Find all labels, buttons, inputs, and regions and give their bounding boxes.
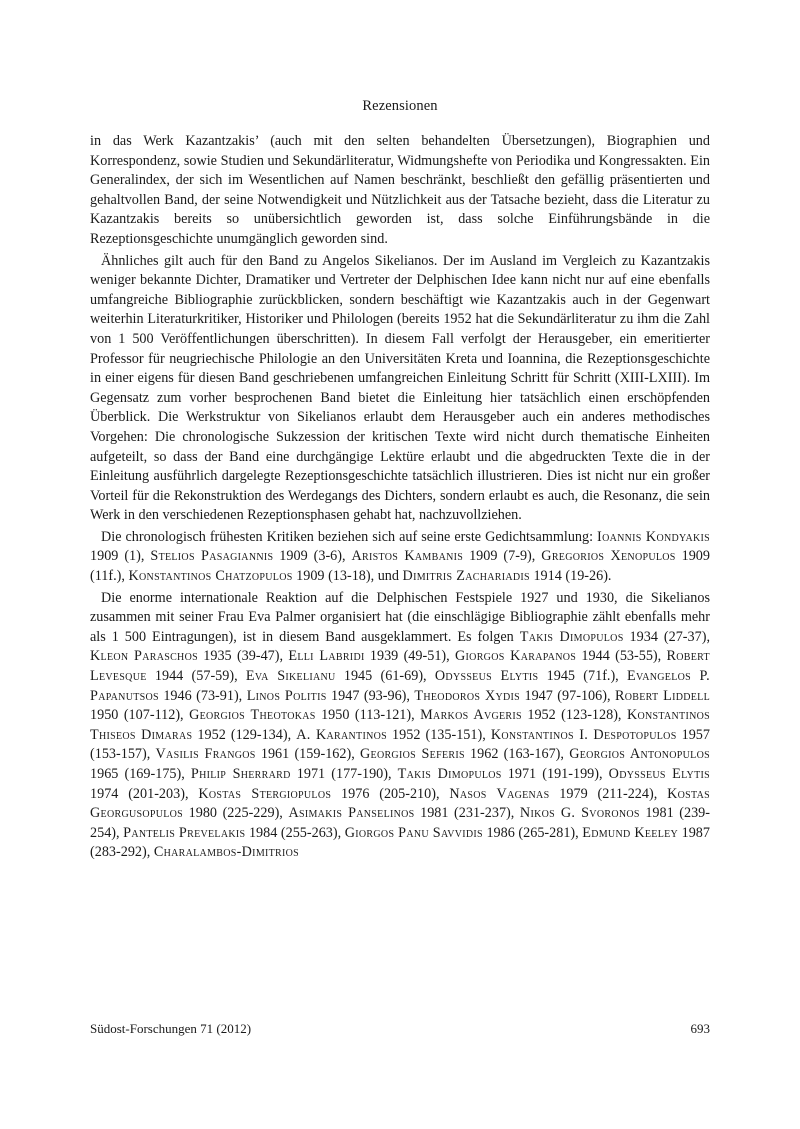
- critic-name: Markos Avgeris: [420, 707, 522, 724]
- critic-reference: 1986 (265-281),: [482, 824, 583, 841]
- paragraph-4: [90, 589, 710, 863]
- paragraph-1: in das Werk Kazantzakis’ (auch mit den selten behandelten Übersetzungen), Biographien und Korrespondenz, sowie Studien und Sekundärliteratur, Widmungshefte von Periodika und Kongressakten. Ein Generalindex, der sich im Wesentlichen auf Namen beschränkt, beschließt den gefällig präsentierten und gehaltvollen Band, der seine Notwendigkeit und Nützlichkeit aus der Tatsache bezieht, dass die Literatur zu Kazantzakis bereits so unübersichtlich geworden ist, dass solche Einführungsbände in die Rezeptionsgeschichte unumgänglich geworden sind.: [90, 133, 710, 247]
- critic-name: Robert Liddell: [614, 687, 711, 704]
- critic-name: Kostas Stergiopulos: [198, 785, 332, 802]
- critic-name: Dimitris Zachariadis: [402, 568, 530, 585]
- critic-name: Elli Labridi: [288, 648, 365, 665]
- critic-reference: 1962 (163-167),: [464, 746, 570, 763]
- critic-name: Takis Dimopulos: [519, 628, 624, 645]
- critic-reference: 1974 (201-203),: [90, 785, 199, 802]
- critic-name: Robert Levesque: [90, 648, 710, 685]
- critic-name: Takis Dimopulos: [397, 766, 502, 782]
- critic-name: Ioannis Kondyakis: [597, 528, 710, 545]
- critic-reference: 1909 (13-18), und: [292, 568, 403, 585]
- critic-name: Gregorios Xenopulos: [541, 548, 676, 565]
- critic-reference: 1934 (27-37),: [623, 628, 710, 645]
- critic-name: Georgios Antonopulos: [569, 746, 710, 763]
- critic-name: Georgios Theotokas: [189, 707, 316, 724]
- critic-name: Asimakis Panselinos: [288, 805, 415, 822]
- critic-name: Konstantinos I. Despotopulos: [490, 726, 677, 743]
- critic-reference: 1950 (107-112),: [90, 707, 190, 724]
- critic-name: Philip Sherrard: [190, 766, 291, 782]
- paragraph-4-intro: Die enorme internationale Reaktion auf die Delphischen Festspiele 1927 und 1930, die Sikelianos zusammen mit seiner Frau Eva Palmer organisiert hat (die einschlägige Bibliographie zählt ebenfalls mehr als 1 500 Eintragungen), ist in diesem Band ausgeklammert. Es folgen: [90, 589, 710, 645]
- critic-name: Theodoros Xydis: [414, 687, 521, 704]
- critic-reference: 1946 (73-91),: [158, 687, 247, 704]
- critic-reference: 1984 (255-263),: [245, 824, 345, 841]
- critic-name: Nasos Vagenas: [449, 785, 550, 802]
- critic-reference: 1909 (7-9),: [463, 548, 542, 565]
- critic-reference: 1909 (1),: [90, 548, 151, 565]
- critic-name: Nikos G. Svoronos: [519, 805, 640, 822]
- article-body: [90, 132, 710, 863]
- critic-name: Charalambos-Dimitrios: [153, 844, 300, 861]
- critic-name: Linos Politis: [246, 687, 327, 704]
- critic-reference: 1980 (225-229),: [183, 805, 289, 822]
- critic-name: Evangelos P. Papanutsos: [90, 668, 711, 704]
- critic-name: A. Karantinos: [296, 726, 387, 743]
- critic-reference: 1981 (239-254),: [90, 805, 710, 841]
- critic-reference: 1965 (169-175),: [90, 766, 191, 782]
- critic-name: Konstantinos Thiseos Dimaras: [90, 707, 710, 743]
- critic-reference: 1945 (71f.),: [538, 668, 628, 685]
- critic-reference: 1981 (231-237),: [414, 805, 520, 822]
- critic-reference: 1944 (57-59),: [146, 668, 246, 685]
- critic-name: Edmund Keeley: [582, 824, 679, 841]
- critic-reference: 1945 (61-69),: [335, 668, 435, 685]
- critic-name: Giorgos Panu Savvidis: [344, 824, 483, 841]
- critic-reference: 1947 (93-96),: [326, 687, 415, 704]
- critic-reference: 1952 (129-134),: [192, 726, 297, 743]
- page-footer: [90, 1021, 710, 1037]
- journal-citation: Südost-Forschungen 71 (2012): [90, 1021, 252, 1036]
- critic-reference: 1952 (123-128),: [521, 707, 627, 724]
- critic-reference: 1947 (97-106),: [520, 687, 615, 704]
- critic-reference: 1914 (19-26).: [529, 568, 612, 585]
- critic-list-later: [90, 629, 710, 861]
- critic-name: Odysseus Elytis: [434, 668, 539, 685]
- critic-name: Kostas Georgusopulos: [90, 785, 710, 822]
- critic-reference: 1952 (135-151),: [386, 726, 491, 743]
- critic-name: Aristos Kambanis: [351, 548, 464, 565]
- critic-name: Odysseus Elytis: [608, 766, 710, 782]
- critic-name: Kleon Paraschos: [90, 648, 198, 665]
- critic-reference: 1909 (3-6),: [273, 548, 352, 565]
- critic-name: Stelios Pasagiannis: [150, 548, 274, 565]
- critic-name: Vasilis Frangos: [155, 746, 256, 763]
- critic-reference: 1935 (39-47),: [197, 648, 289, 665]
- critic-name: Konstantinos Chatzopulos: [128, 568, 293, 585]
- critic-name: Eva Sikelianu: [245, 668, 336, 685]
- critic-name: Pantelis Prevelakis: [123, 824, 246, 841]
- critic-reference: 1976 (205-210),: [331, 785, 450, 802]
- running-title: Rezensionen: [362, 98, 438, 114]
- critic-reference: 1987 (283-292),: [90, 824, 710, 861]
- critic-reference: 1944 (53-55),: [576, 648, 667, 665]
- critic-name: Giorgos Karapanos: [455, 648, 577, 665]
- critic-reference: 1950 (113-121),: [315, 707, 421, 724]
- critic-reference: 1909 (11f.),: [90, 548, 710, 585]
- critic-reference: 1971 (191-199),: [501, 766, 609, 782]
- critic-reference: 1971 (177-190),: [290, 766, 398, 782]
- paragraph-3-intro: Die chronologisch frühesten Kritiken beziehen sich auf seine erste Gedichtsammlung:: [101, 528, 598, 545]
- paragraph-3: [90, 528, 710, 587]
- critic-reference: 1961 (159-162),: [255, 746, 360, 763]
- critic-name: Georgios Seferis: [359, 746, 465, 763]
- critic-reference: 1939 (49-51),: [364, 648, 455, 665]
- critic-reference: 1979 (211-224),: [549, 785, 668, 802]
- page-number: 693: [690, 1021, 710, 1036]
- paragraph-2: Ähnliches gilt auch für den Band zu Angelos Sikelianos. Der im Ausland im Vergleich zu Kazantzakis weniger bekannte Dichter, Dramatiker und Vertreter der Delphischen Idee kann nicht nur auf eine ebenfalls umfangreiche Bibliographie zurückblicken, sondern beschäftigt wie Kazantzakis auch in der Gegenwart weiterhin Literaturkritiker, Historiker und Philologen (bereits 1952 hat die Sekundärliteratur zu ihm die Zahl von 1 500 Veröffentlichungen überschritten). In diesem Fall verfolgt der Herausgeber, ein emeritierter Professor für neugriechische Philologie an den Universitäten Kreta und Ioannina, die Rezeptionsgeschichte in einer eigens für diesen Band geschriebenen umfangreichen Einleitung Schritt für Schritt (XIII-LXIII). Im Gegensatz zum vorher besprochenen Band bietet die Einleitung hier tatsächlich einen erschöpfenden Überblick. Die Werkstruktur von Sikelianos erlaubt dem Herausgeber auch ein anderes methodisches Vorgehen: Die chronologische Sukzession der kritischen Texte wird nicht durch thematische Einheiten aufgeteilt, so dass der Band eine durchgängige Lektüre erlaubt und die abgedruckten Texte die in der Einleitung ausführlich dargelegte Rezeptionsgeschichte tatsächlich illustrieren. Dies ist nicht nur ein großer Vorteil für die Rekonstruktion des Werdegangs des Dichters, sondern erlaubt es auch, die Resonanz, die sein Werk in den verschiedenen Rezeptionsphasen gehabt hat, nachzuvollziehen.: [90, 252, 710, 524]
- critic-reference: 1957 (153-157),: [90, 726, 710, 763]
